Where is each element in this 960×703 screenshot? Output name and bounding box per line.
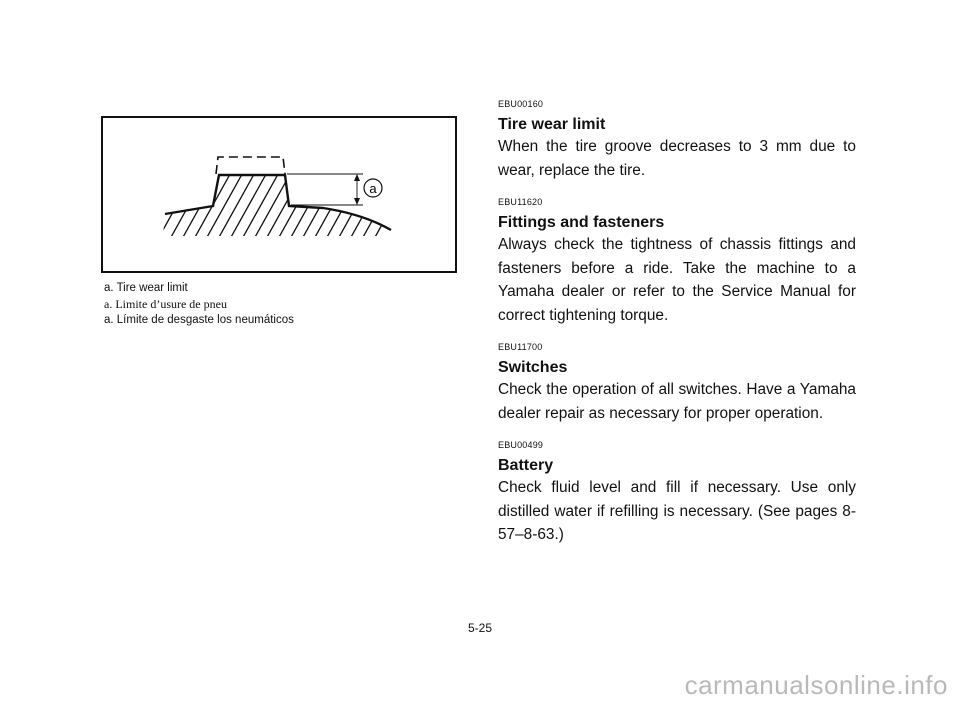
section-code: EBU11620	[498, 197, 543, 207]
section-body: Always check the tightness of chassis fittings and fasteners before a ride. Take the machine to a Yamaha dealer or refer to the Service Manual for correct tightening torque.	[498, 236, 856, 324]
caption-english: a. Tire wear limit	[104, 282, 188, 294]
caption-french: a. Limite d’usure de pneu	[104, 297, 227, 311]
tire-wear-diagram	[101, 116, 457, 273]
section-switches	[498, 341, 856, 425]
figure-captions	[104, 280, 294, 328]
section-body: When the tire groove decreases to 3 mm due to wear, replace the tire.	[498, 138, 856, 179]
original-tread-outline	[216, 157, 285, 174]
section-battery	[498, 439, 856, 547]
section-code: EBU00160	[498, 99, 544, 109]
watermark: carmanualsonline.info	[684, 670, 948, 700]
section-heading: Switches	[498, 359, 568, 376]
section-code: EBU00499	[498, 440, 544, 450]
caption-spanish: a. Límite de desgaste los neumáticos	[104, 314, 294, 326]
page-number: 5-25	[467, 621, 493, 635]
tire-tread-illustration	[103, 118, 455, 271]
tread-hatching	[153, 158, 419, 248]
section-body: Check fluid level and fill if necessary. Use only distilled water if refilling is necessary. (See pages 8-57–8-63.)	[498, 479, 856, 543]
section-heading: Battery	[498, 457, 554, 474]
section-body: Check the operation of all switches. Have a Yamaha dealer repair as necessary for proper operation.	[498, 381, 856, 422]
section-heading: Fittings and fasteners	[498, 214, 665, 231]
callout-label: a	[369, 181, 377, 196]
section-code: EBU11700	[498, 342, 543, 352]
section-fittings-fasteners	[498, 196, 856, 327]
section-tire-wear-limit	[498, 98, 856, 182]
section-heading: Tire wear limit	[498, 116, 606, 133]
main-text-column	[498, 98, 856, 561]
